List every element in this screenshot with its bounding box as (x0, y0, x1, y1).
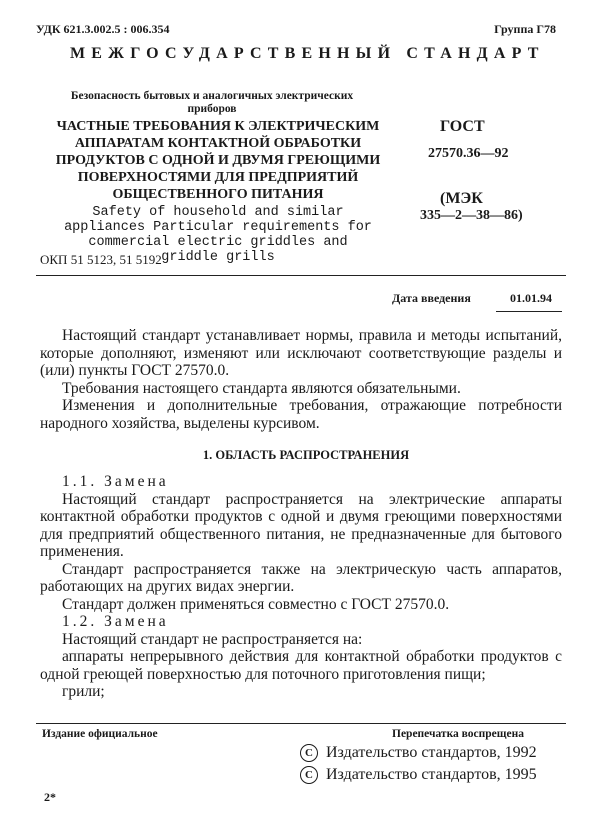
intro-paragraph-3: Изменения и дополнительные требования, отражающие потребности народного хозяйства, выделены курсивом. (40, 397, 562, 432)
section-1-title: 1. ОБЛАСТЬ РАСПРОСТРАНЕНИЯ (202, 448, 410, 462)
iec-label: (МЭК (440, 190, 483, 207)
intro-paragraph-2: Требования настоящего стандарта являются обязательными. (62, 379, 461, 397)
copyright-line-2 (300, 766, 537, 784)
page-mark: 2* (44, 790, 56, 804)
clause-1-2-paragraph-1: Настоящий стандарт не распространяется на: (62, 630, 363, 648)
section-1-body (40, 473, 562, 701)
intro-date-label: Дата введения (392, 291, 471, 305)
header-divider (36, 275, 566, 276)
date-underline (496, 311, 562, 312)
copyright-icon: C (300, 766, 318, 784)
clause-1-1-heading: 1.1. Замена (62, 473, 169, 490)
clause-1-2-paragraph-2: аппараты непрерывного действия для контактной обработки продуктов с одной греющей поверхностью для поточного приготовления пищи; (40, 648, 562, 683)
udk-code: УДК 621.3.002.5 : 006.354 (36, 22, 170, 36)
document-title: ЧАСТНЫЕ ТРЕБОВАНИЯ К ЭЛЕКТРИЧЕСКИМ АППАРАТАМ КОНТАКТНОЙ ОБРАБОТКИ ПРОДУКТОВ С ОДНОЙ И ДВУМЯ ГРЕЮЩИМИ ПОВЕРХНОСТЯМИ ДЛЯ ПРЕДПРИЯТИЙ ОБЩЕСТВЕННОГО ПИТАНИЯ (55, 119, 381, 202)
gost-label: ГОСТ (440, 118, 485, 135)
clause-1-2-paragraph-3: грили; (62, 683, 105, 700)
clause-1-2-heading: 1.2. Замена (62, 613, 169, 630)
intro-date-value: 01.01.94 (510, 291, 552, 305)
gost-number: 27570.36—92 (428, 146, 509, 161)
edition-note: Издание официальное (42, 728, 158, 740)
clause-1-1-paragraph-2: Стандарт распространяется также на электрическую часть аппаратов, работающих на других видах энергии. (40, 560, 562, 595)
interstate-standard-heading: МЕЖГОСУДАРСТВЕННЫЙ СТАНДАРТ (70, 45, 545, 62)
clause-1-1-paragraph-1: Настоящий стандарт распространяется на электрические аппараты контактной обработки продуктов с одной и двумя греющими поверхностями для предприятий общественного питания, не предназначенные для бытового применения. (40, 490, 562, 560)
copyright-icon: C (300, 744, 318, 762)
intro-block (40, 327, 562, 432)
group-code: Группа Г78 (494, 22, 556, 36)
copyright-text-1: Издательство стандартов, 1992 (326, 744, 537, 761)
copyright-text-2: Издательство стандартов, 1995 (326, 766, 537, 783)
iec-number: 335—2—38—86) (420, 208, 523, 223)
clause-1-1-paragraph-3: Стандарт должен применяться совместно с ГОСТ 27570.0. (62, 595, 450, 613)
english-title: Safety of household and similar appliances Particular requirements for commercial electric griddles and griddle grills (64, 205, 372, 265)
reprint-notice: Перепечатка воспрещена (392, 728, 524, 740)
intro-paragraph-1: Настоящий стандарт устанавливает нормы, правила и методы испытаний, которые дополняют, изменяют или исключают соответствующие разделы и (или) пункты ГОСТ 27570.0. (40, 327, 562, 379)
title-subject: Безопасность бытовых и аналогичных электрических приборов (70, 90, 354, 115)
copyright-line-1 (300, 744, 537, 762)
okp-code: ОКП 51 5123, 51 5192 (40, 252, 162, 267)
footer-divider (36, 723, 566, 724)
